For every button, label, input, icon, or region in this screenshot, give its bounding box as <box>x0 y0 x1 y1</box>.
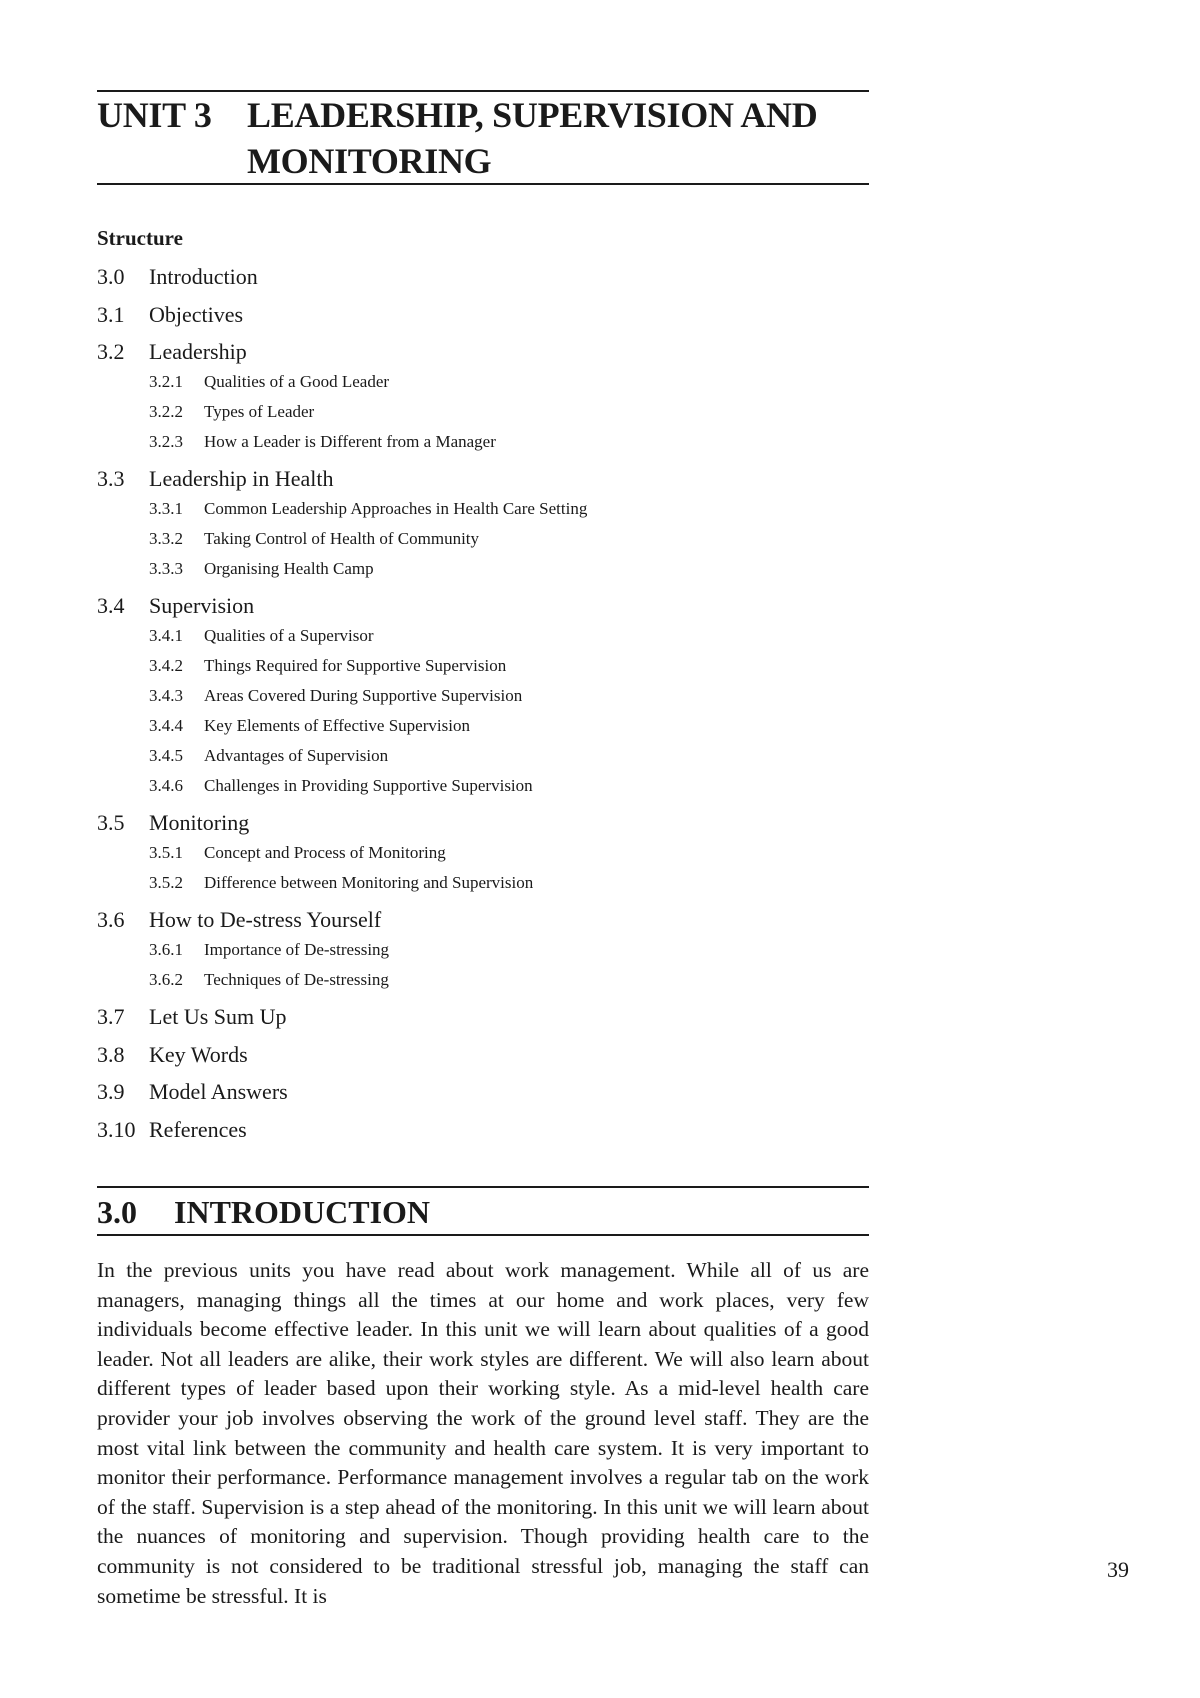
toc-entry-number: 3.2.2 <box>149 402 183 421</box>
toc-entry-number: 3.4.6 <box>149 776 183 795</box>
structure-label: Structure <box>97 226 183 250</box>
intro-bottom-rule <box>97 1234 869 1236</box>
toc-entry-number: 3.4.2 <box>149 656 183 675</box>
section-title: INTRODUCTION <box>174 1194 431 1230</box>
toc-entry-number: 3.6.2 <box>149 970 183 989</box>
toc-entry-number: 3.2.3 <box>149 432 183 451</box>
toc-entry-title: How a Leader is Different from a Manager <box>204 432 496 451</box>
toc-entry-title: Things Required for Supportive Supervision <box>204 656 507 675</box>
toc-entry-title: Taking Control of Health of Community <box>204 529 480 548</box>
toc-entry-number: 3.6 <box>97 907 125 932</box>
toc-entry-title: Qualities of a Good Leader <box>204 372 390 391</box>
toc-entry-number: 3.1 <box>97 301 125 327</box>
toc-entry-title: Leadership in Health <box>149 466 334 491</box>
toc-entry-title: Challenges in Providing Supportive Supervision <box>204 776 533 795</box>
toc-entry-title: Qualities of a Supervisor <box>204 626 374 645</box>
toc-entry-number: 3.5.1 <box>149 843 183 862</box>
unit-title: LEADERSHIP, SUPERVISION AND MONITORING <box>247 95 818 181</box>
toc-entry-title: References <box>149 1116 247 1142</box>
toc-entry-title: Model Answers <box>149 1079 288 1104</box>
toc-entry-title: Objectives <box>149 301 244 327</box>
toc-entry-number: 3.5.2 <box>149 873 183 892</box>
toc-entry-number: 3.3.2 <box>149 529 183 548</box>
toc-entry-title: Leadership <box>149 339 247 364</box>
toc-entry-title: Concept and Process of Monitoring <box>204 843 446 862</box>
toc-entry-title: Importance of De-stressing <box>204 940 390 959</box>
toc-entry-number: 3.9 <box>97 1079 125 1104</box>
section-number: 3.0 <box>97 1194 137 1230</box>
toc-entry-title: Common Leadership Approaches in Health Care Setting <box>204 499 588 518</box>
toc-entry-title: Advantages of Supervision <box>204 746 389 765</box>
toc-entry-number: 3.4.4 <box>149 716 183 735</box>
intro-top-rule <box>97 1186 869 1188</box>
toc-entry-number: 3.4.3 <box>149 686 183 705</box>
toc-entry-number: 3.3.3 <box>149 559 183 578</box>
toc-entry-number: 3.8 <box>97 1041 125 1067</box>
toc-entry-number: 3.4.5 <box>149 746 183 765</box>
toc-entry-title: Supervision <box>149 593 255 618</box>
page-number: 39 <box>1107 1557 1129 1582</box>
toc-entry-title: Organising Health Camp <box>204 559 374 578</box>
toc-entry-title: Key Elements of Effective Supervision <box>204 716 470 735</box>
introduction-paragraph: In the previous units you have read about work management. While all of us are managers, managing things all the times at our home and work places, very few individuals become effective leader. In this unit we will learn about qualities of a good leader. Not all leaders are alike, their work styles are different. We will also learn about different types of leader based upon their working style. As a mid-level health care provider your job involves observing the work of the ground level staff. They are the most vital link between the community and health care system. It is very important to monitor their performance. Performance management involves a regular tab on the work of the staff. Supervision is a step ahead of the monitoring. In this unit we will learn about the nuances of monitoring and supervision. Though providing health care to the community is not considered to be traditional stressful job, managing the staff can sometime be stressful. It is <box>97 1258 869 1608</box>
toc-entry-number: 3.4 <box>97 593 125 618</box>
title-underline <box>97 183 869 185</box>
toc-entry-number: 3.3 <box>97 466 125 491</box>
toc-entry-number: 3.0 <box>97 264 125 289</box>
toc-entry-title: How to De-stress Yourself <box>149 907 382 932</box>
toc-entry-number: 3.2 <box>97 339 125 364</box>
toc-entry-number: 3.3.1 <box>149 499 183 518</box>
toc-entry-number: 3.5 <box>97 810 125 835</box>
toc-entry-title: Monitoring <box>149 810 250 835</box>
toc-entry-title: Techniques of De-stressing <box>204 970 389 989</box>
toc-entry-title: Types of Leader <box>204 402 315 421</box>
toc-entry-title: Difference between Monitoring and Supervision <box>204 873 534 892</box>
toc-entry-number: 3.10 <box>97 1116 136 1142</box>
toc-entry-title: Key Words <box>149 1041 248 1067</box>
toc-entry-number: 3.4.1 <box>149 626 183 645</box>
toc-entry-title: Introduction <box>149 264 258 289</box>
toc-entry-number: 3.2.1 <box>149 372 183 391</box>
toc-entry-number: 3.7 <box>97 1004 125 1029</box>
toc-entry-title: Areas Covered During Supportive Supervision <box>204 686 523 705</box>
toc-entry-title: Let Us Sum Up <box>149 1004 287 1029</box>
toc-entry-number: 3.6.1 <box>149 940 183 959</box>
unit-number: UNIT 3 <box>97 95 212 135</box>
